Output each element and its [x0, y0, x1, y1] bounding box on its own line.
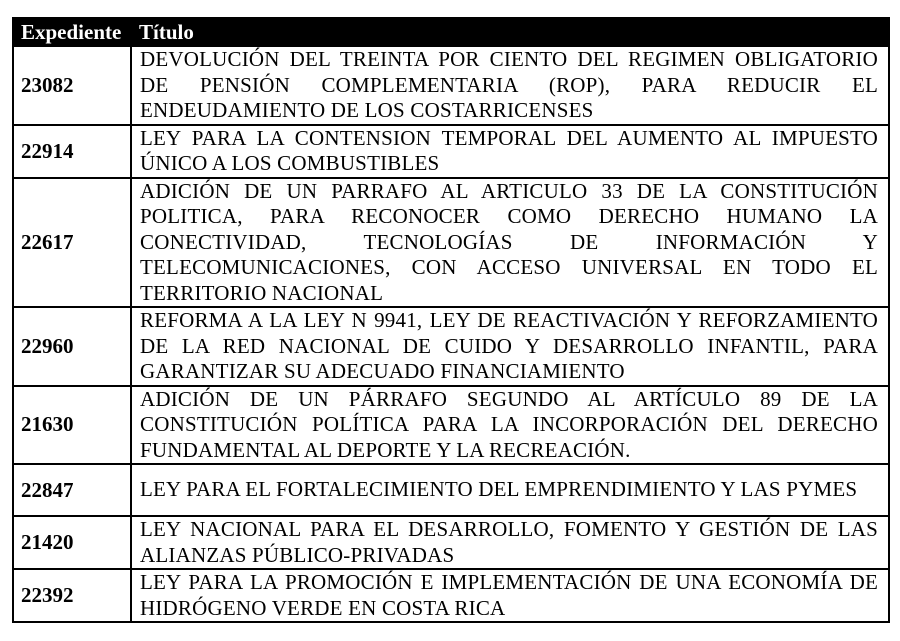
expediente-number: 21630 — [13, 386, 131, 465]
expediente-number: 22914 — [13, 125, 131, 178]
expediente-number: 22617 — [13, 178, 131, 308]
table-row — [13, 386, 889, 465]
expediente-number: 22392 — [13, 569, 131, 622]
bills-table — [12, 17, 890, 623]
bill-title: REFORMA A LA LEY N 9941, LEY DE REACTIVACIÓN Y REFORZAMIENTO DE LA RED NACIONAL DE CUIDO Y DESARROLLO INFANTIL, PARA GARANTIZAR SU ADECUADO FINANCIAMIENTO — [131, 307, 889, 386]
header-titulo: Título — [131, 18, 889, 46]
table-body — [13, 46, 889, 622]
table-row — [13, 516, 889, 569]
bill-title: ADICIÓN DE UN PARRAFO AL ARTICULO 33 DE LA CONSTITUCIÓN POLITICA, PARA RECONOCER COMO DERECHO HUMANO LA CONECTIVIDAD, TECNOLOGÍAS DE INFORMACIÓN Y TELECOMUNICACIONES, CON ACCESO UNIVERSAL EN TODO EL TERRITORIO NACIONAL — [131, 178, 889, 308]
bill-title: LEY NACIONAL PARA EL DESARROLLO, FOMENTO Y GESTIÓN DE LAS ALIANZAS PÚBLICO-PRIVADAS — [131, 516, 889, 569]
table-row — [13, 125, 889, 178]
header-expediente: Expediente — [13, 18, 131, 46]
table-header — [13, 18, 889, 46]
bill-title: DEVOLUCIÓN DEL TREINTA POR CIENTO DEL REGIMEN OBLIGATORIO DE PENSIÓN COMPLEMENTARIA (ROP), PARA REDUCIR EL ENDEUDAMIENTO DE LOS COSTARRICENSES — [131, 46, 889, 125]
bill-title: LEY PARA EL FORTALECIMIENTO DEL EMPRENDIMIENTO Y LAS PYMES — [131, 464, 889, 516]
table-row — [13, 464, 889, 516]
expediente-number: 22960 — [13, 307, 131, 386]
bill-title: LEY PARA LA PROMOCIÓN E IMPLEMENTACIÓN DE UNA ECONOMÍA DE HIDRÓGENO VERDE EN COSTA RICA — [131, 569, 889, 622]
expediente-number: 22847 — [13, 464, 131, 516]
bill-title: ADICIÓN DE UN PÁRRAFO SEGUNDO AL ARTÍCULO 89 DE LA CONSTITUCIÓN POLÍTICA PARA LA INCORPORACIÓN DEL DERECHO FUNDAMENTAL AL DEPORTE Y LA RECREACIÓN. — [131, 386, 889, 465]
table-row — [13, 307, 889, 386]
table-row — [13, 178, 889, 308]
header-row — [13, 18, 889, 46]
table-row — [13, 569, 889, 622]
table-row — [13, 46, 889, 125]
expediente-number: 23082 — [13, 46, 131, 125]
expediente-number: 21420 — [13, 516, 131, 569]
bill-title: LEY PARA LA CONTENSION TEMPORAL DEL AUMENTO AL IMPUESTO ÚNICO A LOS COMBUSTIBLES — [131, 125, 889, 178]
